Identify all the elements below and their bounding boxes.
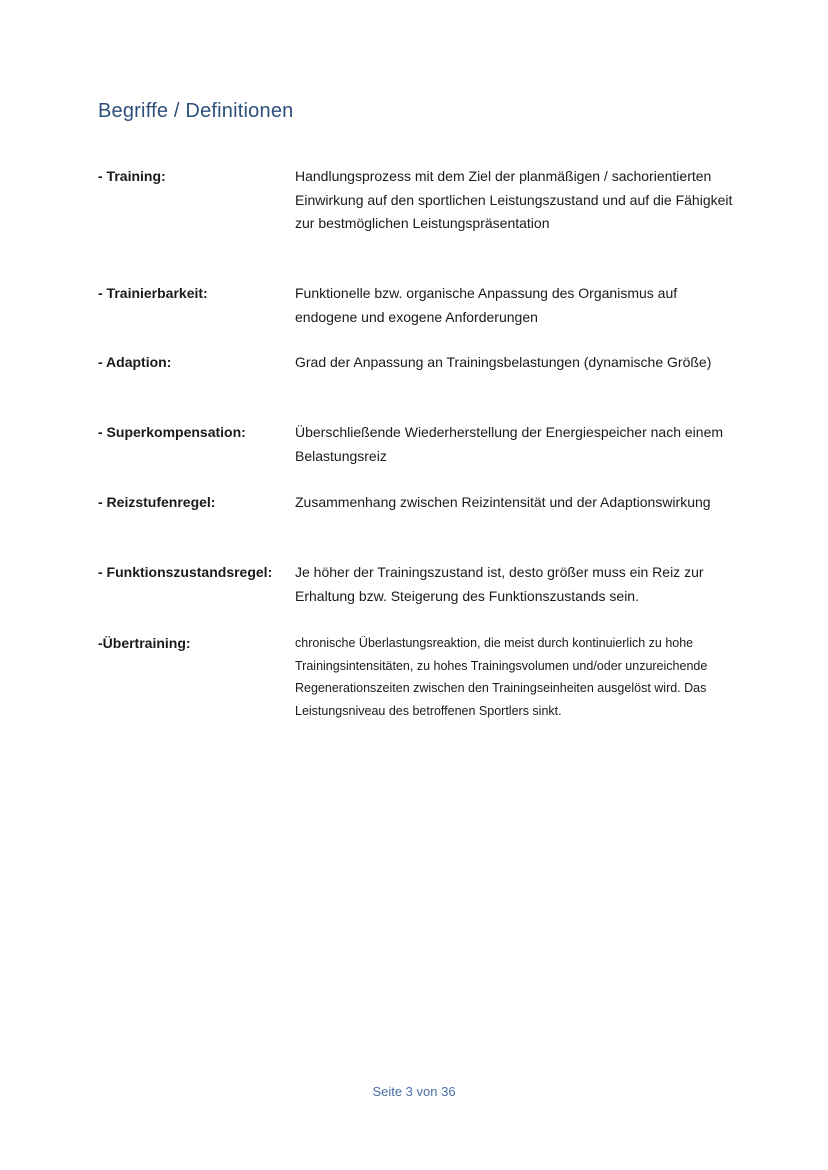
definition-term: - Reizstufenregel: bbox=[98, 494, 216, 510]
definition-trainierbarkeit bbox=[98, 282, 738, 351]
definition-superkompensation bbox=[98, 421, 738, 491]
page-number-footer: Seite 3 von 36 bbox=[372, 1084, 456, 1099]
definition-text: Handlungsprozess mit dem Ziel der planmäßigen / sachorientierten Einwirkung auf den sportlichen Leistungszustand und auf die Fähigkeit zur bestmöglichen Leistungspräsentation bbox=[295, 168, 733, 231]
definitions-list bbox=[98, 165, 738, 732]
definition-term: - Funktionszustandsregel: bbox=[98, 564, 273, 580]
definition-term: - Superkompensation: bbox=[98, 424, 246, 440]
definition-term: - Training: bbox=[98, 168, 166, 184]
definition-term: - Trainierbarkeit: bbox=[98, 285, 208, 301]
definition-text: Zusammenhang zwischen Reizintensität und der Adaptionswirkung bbox=[295, 494, 711, 510]
definition-training bbox=[98, 165, 738, 282]
definition-text: Grad der Anpassung an Trainingsbelastungen (dynamische Größe) bbox=[295, 354, 712, 370]
definition-text: Je höher der Trainingszustand ist, desto größer muss ein Reiz zur Erhaltung bzw. Steigerung des Funktionszustands sein. bbox=[295, 564, 704, 604]
definition-text: chronische Überlastungsreaktion, die meist durch kontinuierlich zu hohe Trainingsintensitäten, zu hohes Trainingsvolumen und/oder unzureichende Regenerationszeiten zwischen den Trainingseinheiten ausgelöst wird. Das Leistungsniveau des betroffenen Sportlers sinkt. bbox=[295, 636, 708, 718]
page-heading: Begriffe / Definitionen bbox=[98, 100, 294, 122]
definition-adaption bbox=[98, 351, 738, 421]
definition-term: - Adaption: bbox=[98, 354, 172, 370]
definition-reizstufenregel bbox=[98, 491, 738, 561]
definition-uebertraining bbox=[98, 632, 738, 732]
definition-text: Überschließende Wiederherstellung der Energiespeicher nach einem Belastungsreiz bbox=[295, 424, 724, 464]
definition-funktionszustandsregel bbox=[98, 561, 738, 632]
definition-text: Funktionelle bzw. organische Anpassung des Organismus auf endogene und exogene Anforderungen bbox=[295, 285, 678, 325]
definition-term: -Übertraining: bbox=[98, 635, 191, 651]
